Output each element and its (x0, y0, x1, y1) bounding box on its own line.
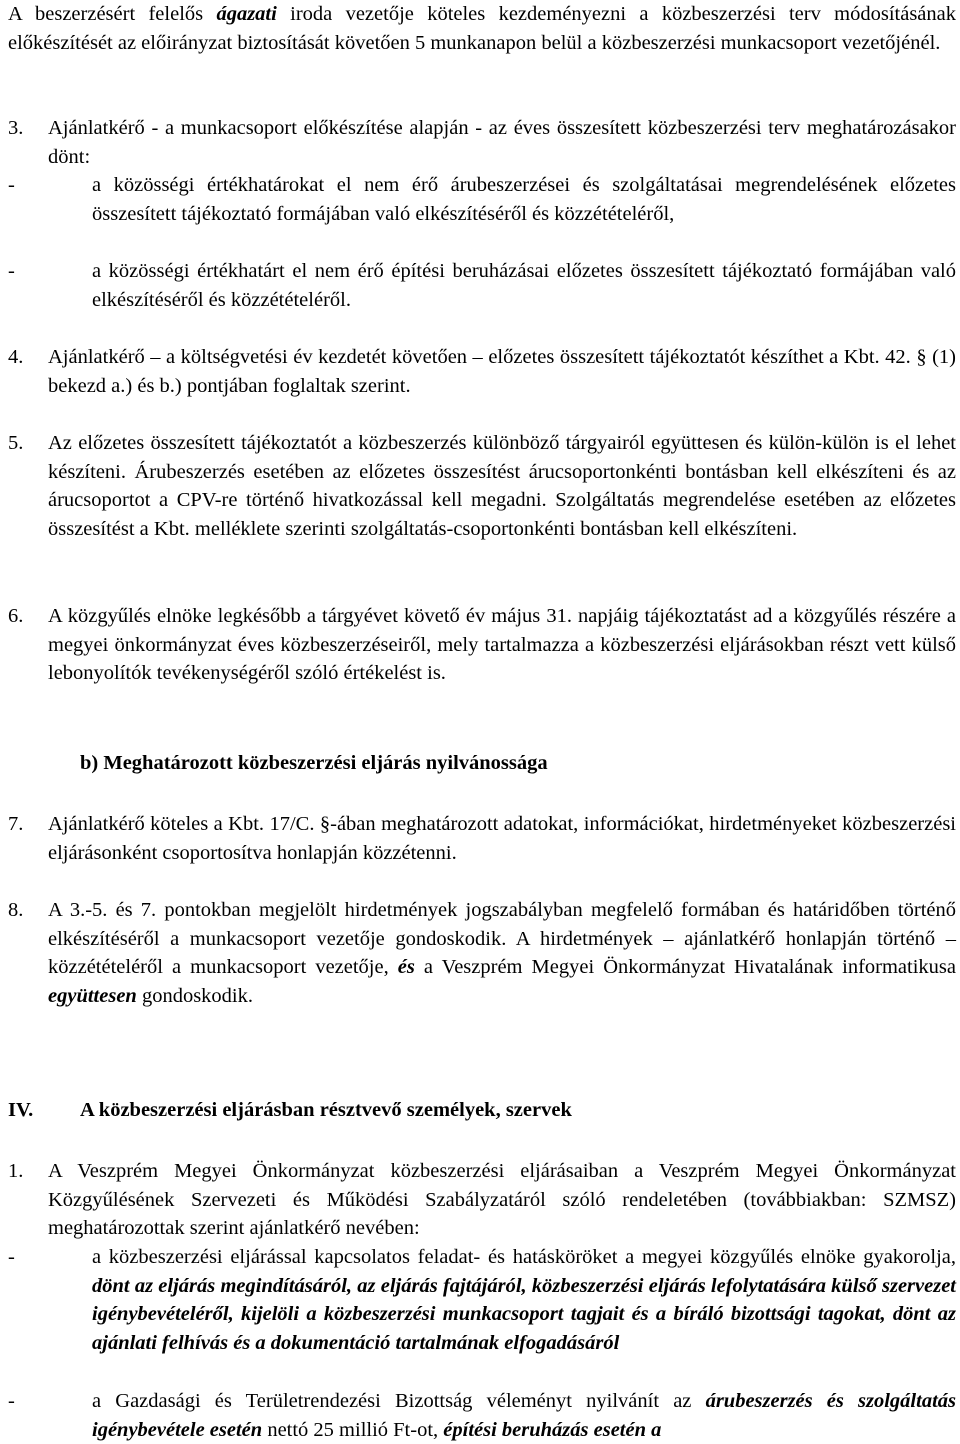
item-3-text: Ajánlatkérő - a munkacsoport előkészítése alapján - az éves összesített közbeszerzési terv meghatározásakor dönt: (48, 117, 956, 168)
dash-marker: - (8, 260, 15, 282)
iv-item-1-dash-1-text: a közbeszerzési eljárással kapcsolatos feladat- és hatásköröket a megyei közgyűlés elnöke gyakorolja, dönt az eljárás megindításáról, az eljárás fajtájáról, közbeszerzési eljárás lefolytatására külső szervezet igénybevételéről, kijelöli a közbeszerzési munkacsoport tagjait és a bíráló bizottsági tagokat, dönt az ajánlati felhívás és a dokumentáció tartalmának elfogadásáról (92, 1246, 956, 1354)
item-6-number: 6. (8, 605, 24, 627)
iv-item-1-text: A Veszprém Megyei Önkormányzat közbeszerzési eljárásaiban a Veszprém Megyei Önkormányzat Közgyűlésének Szervezeti és Működési Szabályzatáról szóló rendeletében (továbbiakban: SZMSZ) meghatározottak szerint ajánlatkérő nevében: (48, 1160, 956, 1240)
intro-emphasis: ágazati (216, 3, 277, 25)
iv-item-1-dash-2-text: a Gazdasági és Területrendezési Bizottság véleményt nyilvánít az árubeszerzés és szolgáltatás igénybevétele esetén nettó 25 millió Ft-ot, építési beruházás esetén a (92, 1390, 957, 1441)
item-3-number: 3. (8, 117, 24, 139)
item-5-number: 5. (8, 432, 24, 454)
iv-dash-2-emphasis-1: árubeszerzés és szolgáltatás igénybevétele esetén (92, 1390, 957, 1441)
section-iv-number: IV. (8, 1099, 34, 1121)
item-8-emphasis-2: együttesen (48, 984, 137, 1007)
iv-dash-1-emphasis: dönt az eljárás megindításáról, az eljárás fajtájáról, közbeszerzési eljárás lefolytatására külső szervezet igénybevételéről, kijelöli a közbeszerzési munkacsoport tagjait és a bíráló bizottsági tagokat, dönt az ajánlati felhívás és a dokumentáció tartalmának elfogadásáról (92, 1274, 956, 1354)
item-8-emphasis-1: és (397, 956, 415, 979)
dash-marker: - (8, 1390, 15, 1412)
item-4-number: 4. (8, 346, 24, 368)
item-3-dash-1-text: a közösségi értékhatárokat el nem érő árubeszerzései és szolgáltatásai megrendelésének előzetes összesített tájékoztató formájában való elkészítéséről és közzétételéről, (92, 174, 956, 225)
iv-dash-2-emphasis-2: építési beruházás esetén a (443, 1418, 662, 1441)
item-4-text: Ajánlatkérő – a költségvetési év kezdetét követően – előzetes összesített tájékoztatót készíthet a Kbt. 42. § (1) bekezd a.) és b.) pontjában foglaltak szerint. (48, 346, 956, 397)
intro-paragraph (8, 0, 956, 57)
section-b-title: b) Meghatározott közbeszerzési eljárás nyilvánossága (80, 752, 548, 774)
intro-text-b: iroda vezetője köteles kezdeményezni a közbeszerzési terv módosításának előkészítését az előirányzat biztosítását követően 5 munkanapon belül a közbeszerzési munkacsoport vezetőjénél. (8, 3, 956, 54)
item-8-number: 8. (8, 899, 24, 921)
item-3-dash-2-text: a közösségi értékhatárt el nem érő építési beruházásai előzetes összesített tájékoztató formájában való elkészítéséről és közzétételéről. (92, 260, 956, 311)
item-7-number: 7. (8, 813, 24, 835)
dash-marker: - (8, 1246, 15, 1268)
section-iv-title: A közbeszerzési eljárásban résztvevő személyek, szervek (80, 1099, 572, 1121)
dash-marker: - (8, 174, 15, 196)
intro-text-a: A beszerzésért felelős (8, 3, 217, 25)
item-5-text: Az előzetes összesített tájékoztatót a közbeszerzés különböző tárgyairól együttesen és külön-külön is el lehet készíteni. Árubeszerzés esetében az előzetes összesítést árucsoportonkénti bontásban kell elkészíteni és az árucsoportot a CPV-re történő hivatkozással kell megadni. Szolgáltatás megrendelése esetében az előzetes összesítést a Kbt. melléklete szerinti szolgáltatás-csoportonkénti bontásban kell elkészíteni. (48, 432, 956, 540)
item-6-text: A közgyűlés elnöke legkésőbb a tárgyévet követő év május 31. napjáig tájékoztatást ad a közgyűlés részére a megyei önkormányzat éves közbeszerzéseiről, mely tartalmazza a közbeszerzési eljárásokban részt vett külső lebonyolítók tevékenységéről szóló értékelést is. (48, 605, 956, 685)
iv-item-1-number: 1. (8, 1160, 24, 1182)
item-8-text: A 3.-5. és 7. pontokban megjelölt hirdetmények jogszabályban megfelelő formában és határidőben történő elkészítéséről a munkacsoport vezetője gondoskodik. A hirdetmények – ajánlatkérő honlapján történő – közzétételéről a munkacsoport vezetője, és a Veszprém Megyei Önkormányzat Hivatalának informatikusa együttesen gondoskodik. (48, 899, 956, 1007)
item-7-text: Ajánlatkérő köteles a Kbt. 17/C. §-ában meghatározott adatokat, információkat, hirdetményeket közbeszerzési eljárásonként csoportosítva honlapján közzétenni. (48, 813, 956, 864)
